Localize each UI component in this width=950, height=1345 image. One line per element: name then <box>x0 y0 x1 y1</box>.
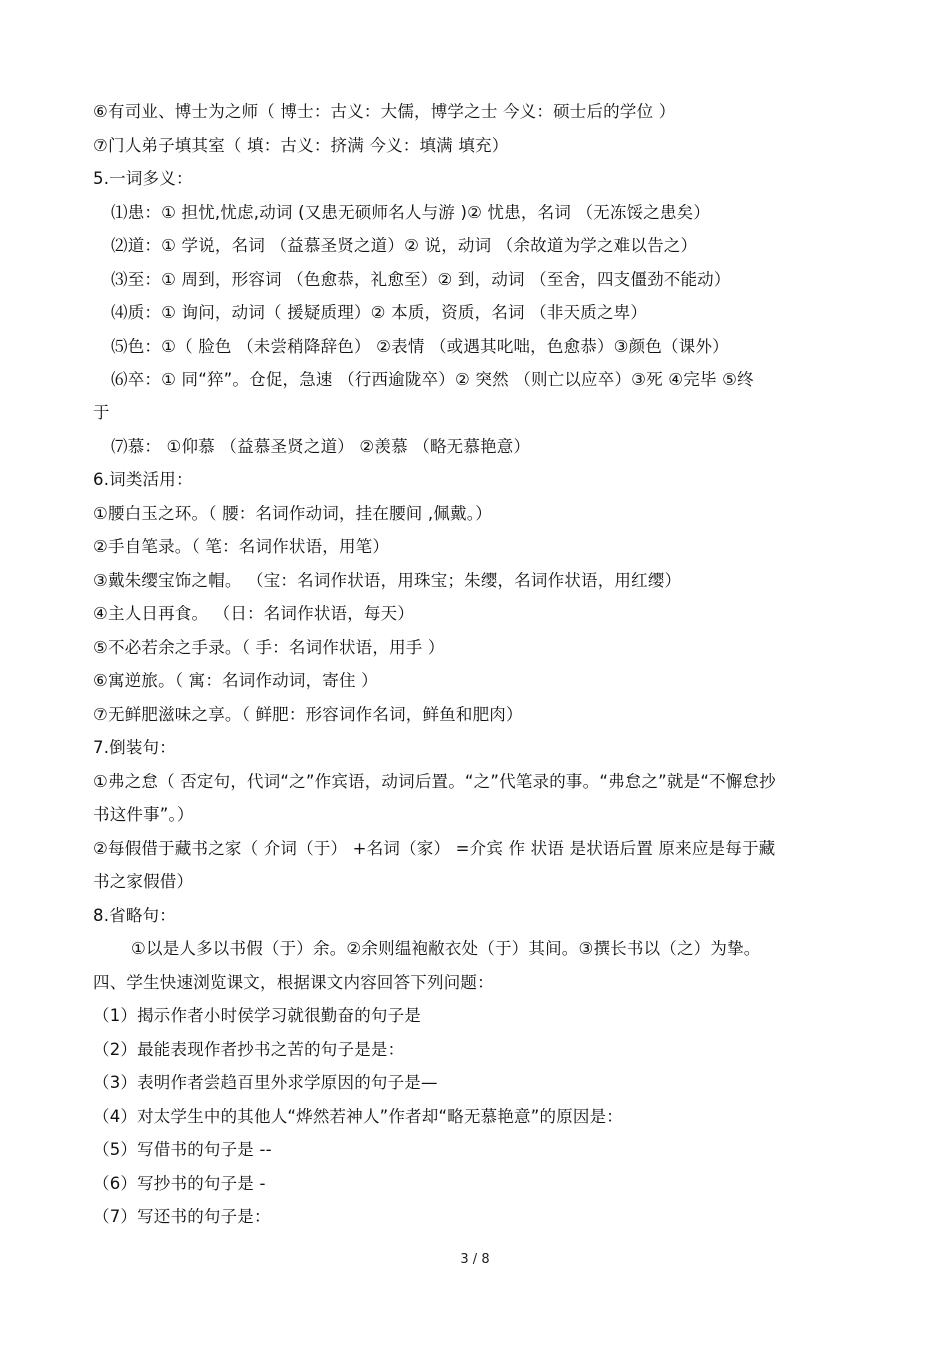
section-heading: 8.省略句： <box>93 906 176 925</box>
section-heading: 7.倒装句： <box>93 738 176 757</box>
text-line: ⑹卒：① 同“猝”。仓促，急速 （行西逾陇卒）② 突然 （则亡以应卒）③死 ④完毕 ⑤终 <box>111 370 754 389</box>
text-line: 书这件事”。） <box>93 805 194 824</box>
question-item: （4）对太学生中的其他人“烨然若神人”作者却“略无慕艳意”的原因是： <box>93 1107 623 1126</box>
question-item: （3）表明作者尝趋百里外求学原因的句子是— <box>93 1073 438 1092</box>
section-heading: 6.词类活用： <box>93 470 193 489</box>
section-heading: 5.一词多义： <box>93 169 193 188</box>
text-line: 书之家假借） <box>93 872 194 891</box>
text-line: ⑴患：① 担忧,忧虑,动词 (又患无硕师名人与游 )② 忧患，名词 （无冻馁之患矣） <box>111 203 711 222</box>
text-line: ⑸色：①（ 脸色 （未尝稍降辞色） ②表情 （或遇其叱咄，色愈恭）③颜色（课外） <box>111 337 729 356</box>
question-item: （2）最能表现作者抄书之苦的句子是是： <box>93 1040 405 1059</box>
question-item: （5）写借书的句子是 -- <box>93 1140 272 1159</box>
text-line: ②手自笔录。（ 笔：名词作状语，用笔） <box>93 537 390 556</box>
text-line: ⑦无鲜肥滋味之享。（ 鲜肥：形容词作名词，鲜鱼和肥肉） <box>93 705 523 724</box>
question-item: （1）揭示作者小时侯学习就很勤奋的句子是 <box>93 1006 421 1025</box>
text-line: ⑤不必若余之手录。（ 手：名词作状语，用手 ） <box>93 638 445 657</box>
section-heading: 四、学生快速浏览课文，根据课文内容回答下列问题： <box>93 973 494 992</box>
text-line: ⑥有司业、博士为之师（ 博士：古义：大儒，博学之士 今义：硕士后的学位 ） <box>93 102 676 121</box>
text-line: ⑷质：① 询问，动词（ 援疑质理）② 本质，资质，名词 （非天质之卑） <box>111 303 648 322</box>
question-item: （7）写还书的句子是： <box>93 1207 271 1226</box>
text-line: ⑥寓逆旅。（ 寓：名词作动词，寄住 ） <box>93 671 378 690</box>
text-line: ⑦门人弟子填其室（ 填：古义：挤满 今义：填满 填充） <box>93 136 509 155</box>
text-line: ⑺慕： ①仰慕 （益慕圣贤之道） ②羡慕 （略无慕艳意） <box>111 437 531 456</box>
page-number: 3 / 8 <box>460 1252 490 1267</box>
text-line: ⑵道：① 学说，名词 （益慕圣贤之道）② 说，动词 （余故道为学之难以告之） <box>111 236 698 255</box>
text-line: ③戴朱缨宝饰之帽。 （宝：名词作状语，用珠宝；朱缨，名词作状语，用红缨） <box>93 571 682 590</box>
question-item: （6）写抄书的句子是 - <box>93 1174 266 1193</box>
text-line: 于 <box>93 403 110 422</box>
text-line: ①以是人多以书假（于）余。②余则缊袍敝衣处（于）其间。③撰长书以（之）为挚。 <box>131 939 761 958</box>
text-line: ⑶至：① 周到，形容词 （色愈恭，礼愈至）② 到，动词 （至舍，四支僵劲不能动） <box>111 270 731 289</box>
text-line: ①弗之怠（ 否定句，代词“之”作宾语，动词后置。“之”代笔录的事。“弗怠之”就是“不懈怠抄 <box>93 772 776 791</box>
text-line: ①腰白玉之环。（ 腰：名词作动词，挂在腰间 ,佩戴。） <box>93 504 492 523</box>
text-line: ④主人日再食。 （日：名词作状语，每天） <box>93 604 415 623</box>
text-line: ②每假借于藏书之家（ 介词（于） +名词（家） =介宾 作 状语 是状语后置 原来应是每于藏 <box>93 839 776 858</box>
